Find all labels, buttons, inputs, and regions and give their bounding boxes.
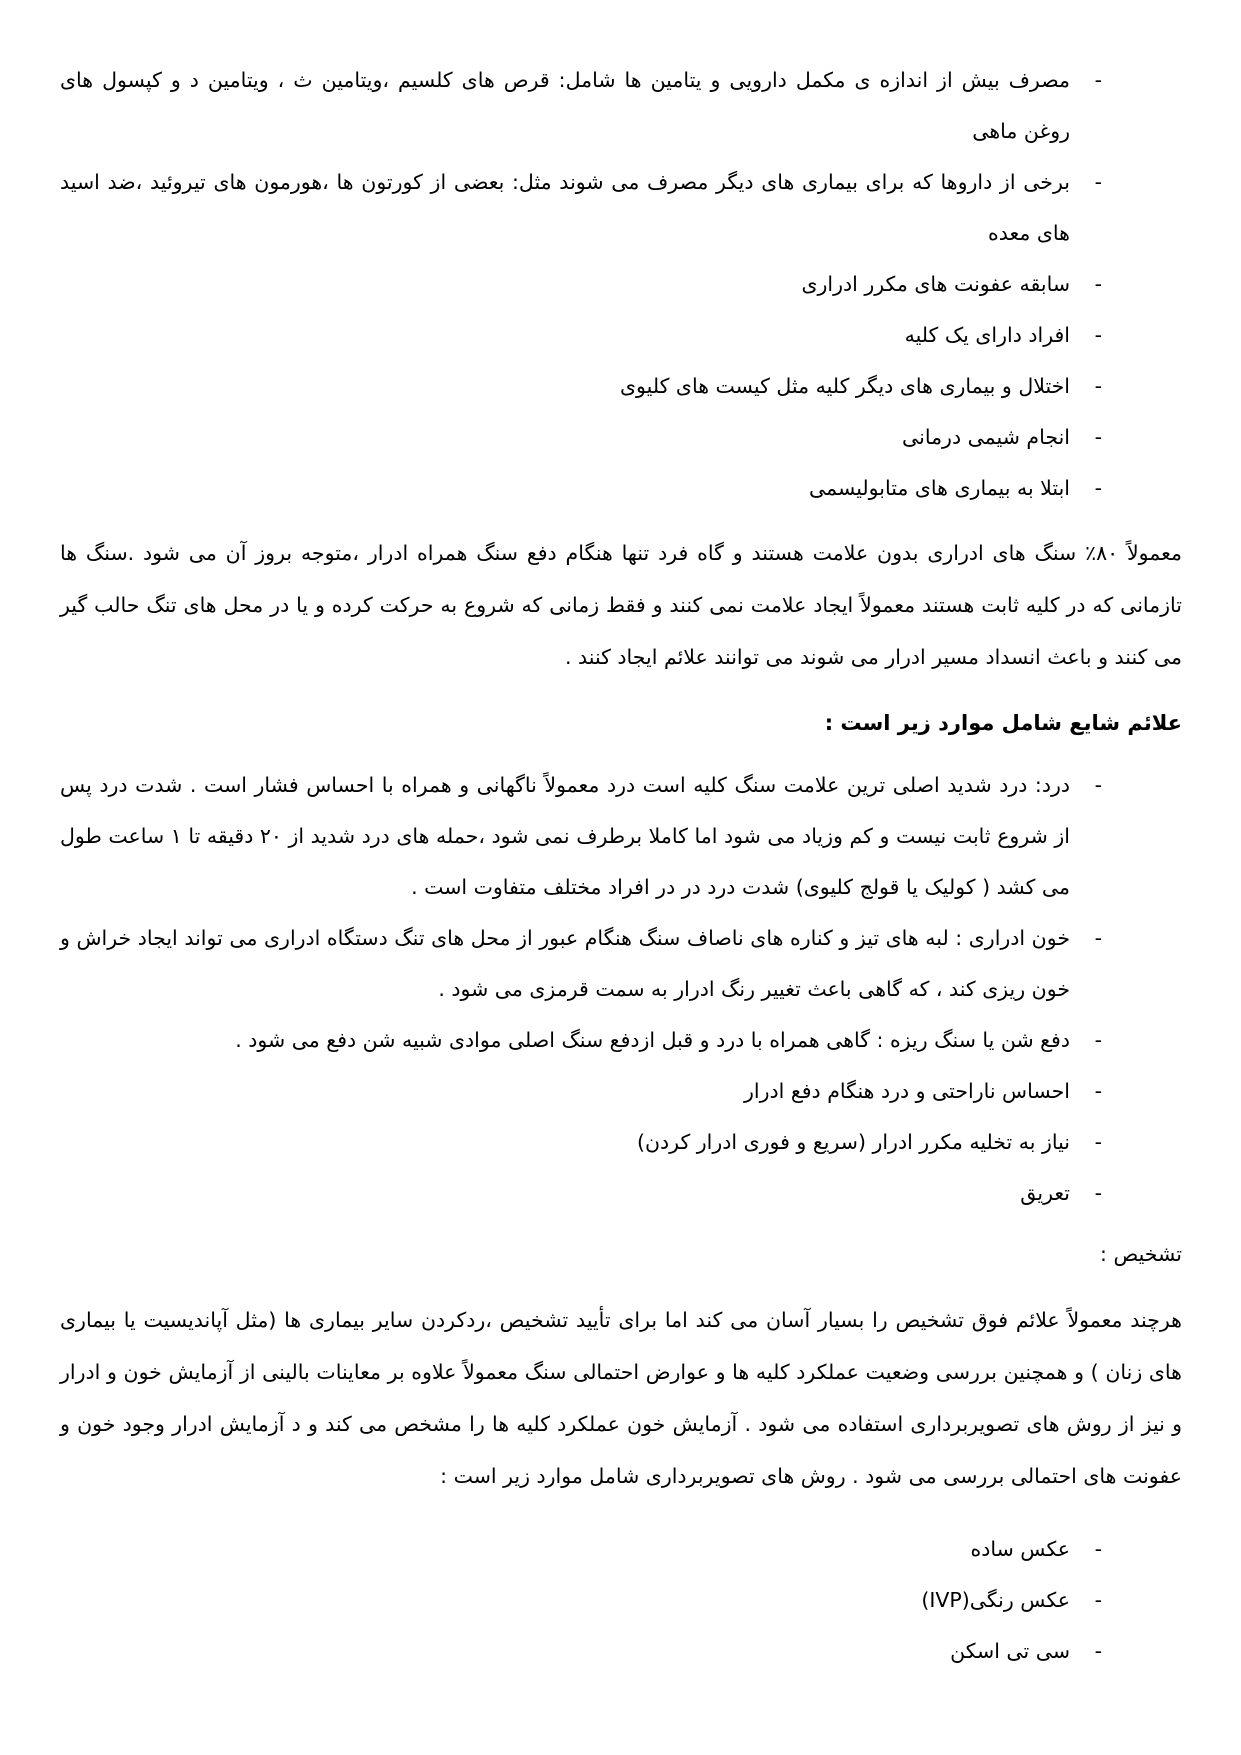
diagnosis-label: تشخیص : <box>1100 1242 1182 1266</box>
list-item <box>60 1168 1102 1219</box>
list-item-text: اختلال و بیماری های دیگر کلیه مثل کیست های کلیوی <box>620 374 1070 398</box>
list-bullet: - <box>1094 68 1102 92</box>
list-item <box>60 1117 1102 1168</box>
list-bullet: - <box>1094 1588 1102 1612</box>
list-item-text: عکس رنگی(IVP) <box>921 1588 1070 1612</box>
list-item-text: ابتلا به بیماری های متابولیسمی <box>809 476 1070 500</box>
list-item <box>60 412 1102 463</box>
list-item <box>60 259 1102 310</box>
list-item <box>60 157 1102 259</box>
list-item-text: برخی از داروها که برای بیماری های دیگر مصرف می شوند مثل: بعضی از کورتون ها ،هورمون های تیروئید ،ضد اسید های معده <box>60 170 1070 245</box>
list-bullet: - <box>1094 1639 1102 1663</box>
list-item-text: عکس ساده <box>970 1537 1070 1561</box>
list-item <box>60 1575 1102 1626</box>
list-item <box>60 463 1102 514</box>
list-item-text: درد: درد شدید اصلی ترین علامت سنگ کلیه است درد معمولاً ناگهانی و همراه با احساس فشار است . شدت درد پس از شروع ثابت نیست و کم وزیاد می شود اما کاملا برطرف نمی شود ،حمله های درد شدید از ۲۰ دقیقه تا ۱ ساعت طول می کشد ( کولیک یا قولج کلیوی) شدت درد در در افراد مختلف متفاوت است . <box>60 773 1070 899</box>
list-item <box>60 310 1102 361</box>
list-item-text: احساس ناراحتی و درد هنگام دفع ادرار <box>744 1079 1070 1103</box>
list-item <box>60 1015 1102 1066</box>
list-item <box>60 55 1102 157</box>
list-bullet: - <box>1094 425 1102 449</box>
imaging-methods-list <box>60 1524 1102 1677</box>
diagnosis-paragraph: هرچند معمولاً علائم فوق تشخیص را بسیار آسان می کند اما برای تأیید تشخیص ،ردکردن سایر بیماری ها (مثل آپاندیسیت یا بیماری های زنان ) و همچنین بررسی وضعیت عملکرد کلیه ها و عوارض احتمالی سنگ معمولاً علاوه بر معاینات بالینی از آزمایش خون و ادرار و نیز از روش های تصویربرداری استفاده می شود . آزمایش خون عملکرد کلیه ها را مشخص می کند و د آزمایش ادرار وجود خون و عفونت های احتمالی بررسی می شود . روش های تصویربرداری شامل موارد زیر است : <box>60 1308 1182 1488</box>
list-bullet: - <box>1094 374 1102 398</box>
list-item <box>60 1626 1102 1677</box>
list-bullet: - <box>1094 1028 1102 1052</box>
list-bullet: - <box>1094 272 1102 296</box>
risk-factors-list <box>60 55 1102 514</box>
list-bullet: - <box>1094 476 1102 500</box>
list-bullet: - <box>1094 926 1102 950</box>
list-bullet: - <box>1094 773 1102 797</box>
list-item <box>60 760 1102 913</box>
list-item-text: نیاز به تخلیه مکرر ادرار (سریع و فوری ادرار کردن) <box>636 1130 1070 1154</box>
list-item-text: افراد دارای یک کلیه <box>904 323 1070 347</box>
list-bullet: - <box>1094 323 1102 347</box>
list-item-text: سی تی اسکن <box>950 1639 1070 1663</box>
symptoms-list <box>60 760 1102 1219</box>
list-item-text: دفع شن یا سنگ ریزه : گاهی همراه با درد و قبل ازدفع سنگ اصلی موادی شبیه شن دفع می شود . <box>235 1028 1070 1052</box>
list-item <box>60 913 1102 1015</box>
list-bullet: - <box>1094 170 1102 194</box>
list-item-text: انجام شیمی درمانی <box>902 425 1070 449</box>
list-item <box>60 361 1102 412</box>
list-bullet: - <box>1094 1079 1102 1103</box>
list-item-text: مصرف بیش از اندازه ی مکمل دارویی و یتامین ها شامل: قرص های کلسیم ،ویتامین ث ، ویتامین د و کپسول های روغن ماهی <box>60 68 1070 143</box>
asymptomatic-stones-paragraph: معمولاً ۸۰٪ سنگ های ادراری بدون علامت هستند و گاه فرد تنها هنگام دفع سنگ همراه ادرار ،متوجه بروز آن می شود .سنگ ها تازمانی که در کلیه ثابت هستند معمولاً ایجاد علامت نمی کنند و فقط زمانی که شروع به حرکت کرده و یا در محل های تنگ حالب گیر می کنند و باعث انسداد مسیر ادرار می شوند می توانند علائم ایجاد کنند . <box>60 541 1182 669</box>
list-bullet: - <box>1094 1181 1102 1205</box>
list-bullet: - <box>1094 1537 1102 1561</box>
list-item-text: سابقه عفونت های مکرر ادراری <box>801 272 1070 296</box>
list-bullet: - <box>1094 1130 1102 1154</box>
symptoms-heading: علائم شایع شامل موارد زیر است : <box>824 711 1182 735</box>
list-item-text: خون ادراری : لبه های تیز و کناره های ناصاف سنگ هنگام عبور از محل های تنگ دستگاه ادراری می تواند ایجاد خراش و خون ریزی کند ، که گاهی باعث تغییر رنگ ادرار به سمت قرمزی می شود . <box>60 926 1070 1001</box>
list-item-text: تعریق <box>1020 1181 1070 1205</box>
list-item <box>60 1066 1102 1117</box>
list-item <box>60 1524 1102 1575</box>
